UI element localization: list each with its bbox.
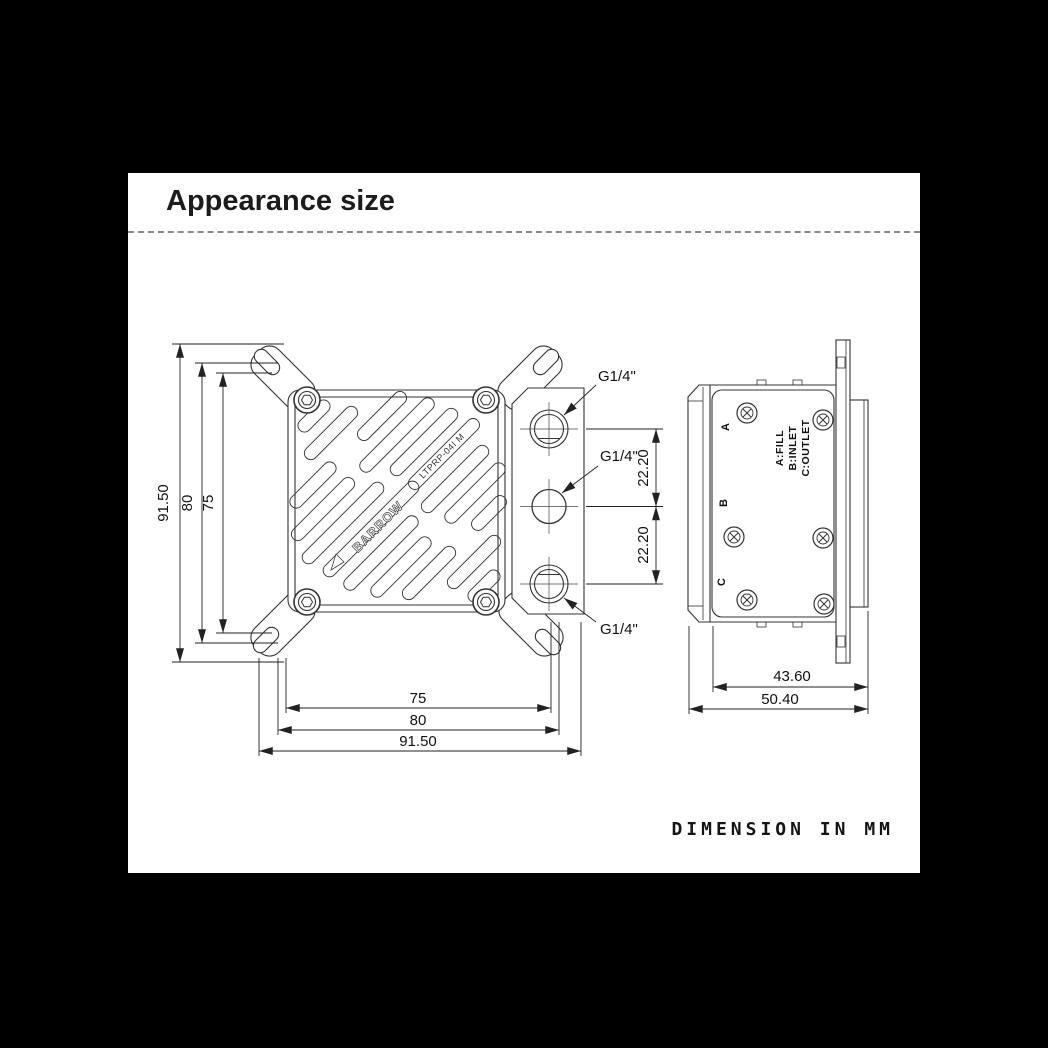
phillips-screw-icon — [737, 590, 757, 610]
thread-label-top: G1/4" — [598, 368, 636, 385]
marker-c: C — [716, 578, 728, 586]
phillips-screw-icon — [814, 594, 834, 614]
phillips-screw-icon — [737, 403, 757, 423]
legend-outlet: C:OUTLET — [800, 419, 812, 477]
dim-width-mid: 80 — [409, 712, 427, 729]
dim-width-inner: 75 — [409, 690, 427, 707]
phillips-screw-icon — [813, 410, 833, 430]
dimension-unit-note: DIMENSION IN MM — [671, 819, 894, 840]
dim-port-gap-top: 22.20 — [635, 449, 652, 487]
dim-height-inner: 75 — [200, 494, 217, 512]
phillips-screw-icon — [813, 528, 833, 548]
side-coldplate — [850, 400, 868, 607]
thread-label-bottom: G1/4" — [600, 621, 638, 638]
screw-icon — [473, 589, 499, 615]
phillips-screw-icon — [724, 527, 744, 547]
screw-icon — [294, 387, 320, 413]
front-view — [246, 341, 584, 662]
dim-depth-inner: 43.60 — [773, 668, 811, 685]
screw-icon — [294, 589, 320, 615]
dim-height-outer: 91.50 — [155, 484, 172, 522]
thread-label-middle: G1/4" — [600, 448, 638, 465]
page-title: Appearance size — [166, 185, 395, 217]
port-plate — [512, 388, 584, 614]
marker-b: B — [718, 499, 730, 507]
legend-fill: A:FILL — [774, 429, 786, 467]
dim-height-mid: 80 — [179, 494, 196, 512]
dim-depth-outer: 50.40 — [761, 691, 799, 708]
side-view — [688, 340, 868, 663]
legend-inlet: B:INLET — [787, 425, 799, 471]
dim-width-outer: 91.50 — [399, 733, 437, 750]
drawing-sheet — [128, 173, 920, 873]
model-number-text: LTPRP-04I M — [417, 431, 467, 481]
side-backplate — [836, 340, 850, 663]
technical-drawing — [128, 173, 920, 873]
marker-a: A — [720, 423, 732, 431]
screw-icon — [473, 387, 499, 413]
dim-port-gap-bottom: 22.20 — [635, 526, 652, 564]
barrow-logo-text: BARROW — [349, 498, 407, 556]
